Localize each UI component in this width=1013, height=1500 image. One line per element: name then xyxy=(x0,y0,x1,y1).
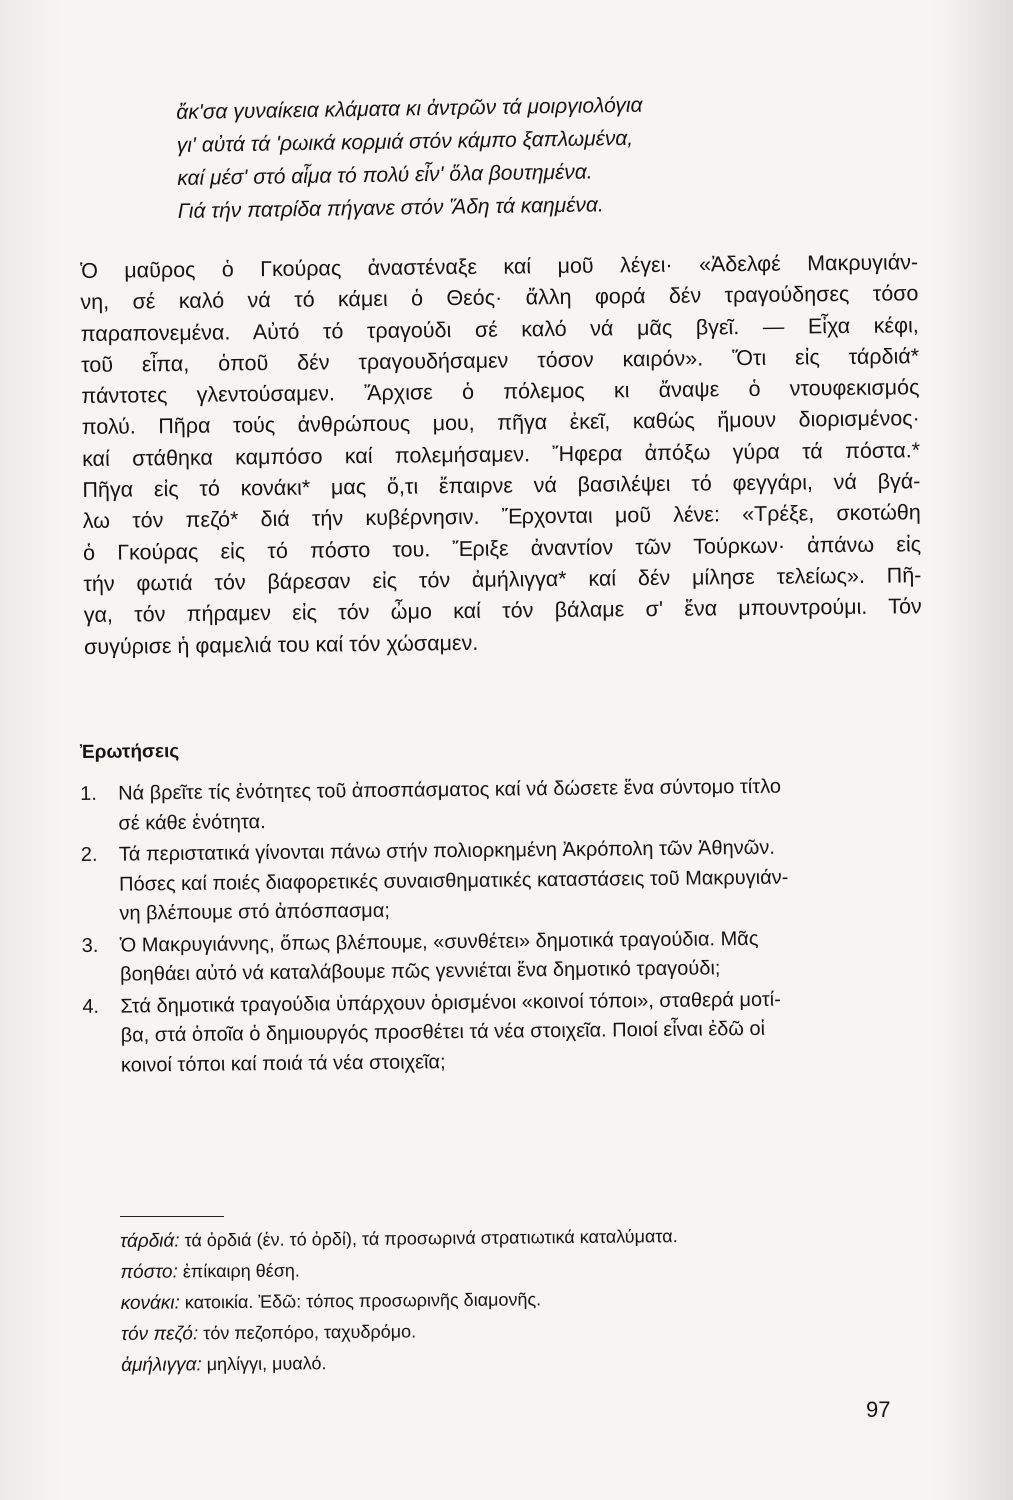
page-number: 97 xyxy=(866,1397,891,1422)
page-edge-shadow xyxy=(943,0,1013,1500)
question-line: Τά περιστατικά γίνονται πάνω στήν πολιορκημένη Ἀκρόπολη τῶν Ἀθηνῶν. xyxy=(118,836,775,866)
question-line: Στά δημοτικά τραγούδια ὑπάρχουν ὁρισμένοι «κοινοί τόποι», σταθερά μοτί- xyxy=(120,988,781,1018)
question-number: 1. xyxy=(80,782,97,805)
prose-line: συγύρισε ἡ φαμελιά του καί τόν χώσαμεν. xyxy=(83,630,479,659)
footnotes xyxy=(120,1219,901,1381)
question-line: σέ κάθε ἑνότητα. xyxy=(118,810,266,835)
footnote-term: τόν πεζό: xyxy=(120,1323,199,1345)
question-line: βοηθάει αὐτό νά καταλάβουμε πῶς γεννιέται ἕνα δημοτικό τραγούδι; xyxy=(119,957,721,986)
question-line: Νά βρεῖτε τίς ἑνότητες τοῦ ἀποσπάσματος καί νά δώσετε ἕνα σύντομο τίτλο xyxy=(118,775,782,805)
poem-block xyxy=(176,86,818,228)
question-number: 2. xyxy=(80,843,98,866)
footnote-term: πόστο: xyxy=(120,1261,178,1283)
poem-line: γι' αὐτά τά 'ρωικά κορμιά στόν κάμπο ξαπλωμένα, xyxy=(176,126,634,157)
footnote-definition: ἐπίκαιρη θέση. xyxy=(182,1260,300,1282)
footnote-divider xyxy=(120,1216,224,1217)
question-number: 4. xyxy=(82,995,100,1018)
question-line: Πόσες καί ποιές διαφορετικές συναισθηματικές καταστάσεις τοῦ Μακρυγιάν- xyxy=(118,866,789,896)
poem-line: Γιά τήν πατρίδα πήγανε στόν Ἅδη τά καημένα. xyxy=(177,193,604,223)
questions-list xyxy=(80,771,928,1083)
question-text xyxy=(119,832,927,929)
prose-line: πάντοτες γλεντούσαμεν. Ἄρχισε ὁ πόλεμος κι ἄναψε ὁ ντουφεκισμός xyxy=(81,375,920,409)
question-text xyxy=(120,923,928,990)
prose-line: τήν φωτιά τόν βάρεσαν εἰς τόν ἀμήλιγγα* καί δέν μίλησε τελείως». Πῆ- xyxy=(83,563,922,596)
footnote-term: κονάκι: xyxy=(120,1292,180,1314)
footnote-term: ἀμήλιγγα: xyxy=(121,1354,202,1376)
questions-heading: Ἐρωτήσεις xyxy=(80,740,180,763)
question-line: κοινοί τόποι καί ποιά τά νέα στοιχεῖα; xyxy=(120,1050,446,1077)
prose-line: καί στάθηκα καμπόσο καί πολεμήσαμεν. Ἤφερα ἀπόξω γύρα τά πόστα.* xyxy=(81,437,921,471)
question-item xyxy=(82,984,928,1081)
footnote xyxy=(121,1343,901,1381)
prose-line: παραπονεμένα. Αὐτό τό τραγούδι σέ καλό νά μᾶς βγεῖ. — Εἶχα κέφι, xyxy=(80,312,919,346)
footnote-definition: τά ὀρδιά (ἑν. τό ὀρδί), τά προσωρινά στρατιωτικά καταλύματα. xyxy=(184,1226,678,1251)
footnote-term: τάρδιά: xyxy=(120,1230,180,1252)
footnote-definition: τόν πεζοπόρο, ταχυδρόμο. xyxy=(203,1321,417,1344)
prose-line: Ὁ μαῦρος ὁ Γκούρας ἀναστέναξε καί μοῦ λέγει· «Ἀδελφέ Μακρυγιάν- xyxy=(80,250,919,283)
prose-line: λω τόν πεζό* διά τήν κυβέρνησιν. Ἔρχονται μοῦ λένε: «Τρέξε, σκοτώθη xyxy=(82,500,921,534)
question-item xyxy=(82,923,928,991)
question-line: Ὁ Μακρυγιάννης, ὅπως βλέπουμε, «συνθέτει» δημοτικά τραγούδια. Μᾶς xyxy=(119,927,759,957)
question-number: 3. xyxy=(81,934,99,957)
question-item xyxy=(80,771,926,839)
footnote-definition: κατοικία. Ἐδῶ: τόπος προσωρινῆς διαμονῆς. xyxy=(184,1289,542,1313)
prose-line: πολύ. Πῆρα τούς ἀνθρώπους μου, πῆγα ἐκεῖ, καθώς ἤμουν διορισμένος· xyxy=(81,406,920,440)
prose-line: τοῦ εἶπα, ὁποῦ δέν τραγουδήσαμεν τόσον καιρόν». Ὅτι εἰς τάρδιά* xyxy=(81,344,920,377)
poem-line: ἄκ'σα γυναίκεια κλάματα κι ἀντρῶν τά μοιργιολόγια xyxy=(176,93,643,124)
poem-line: καί μέσ' στό αἷμα τό πολύ εἶν' ὅλα βουτημένα. xyxy=(177,160,593,190)
question-text xyxy=(118,771,926,838)
prose-block xyxy=(80,247,924,663)
question-line: νη βλέπουμε στό ἀπόσπασμα; xyxy=(119,899,391,925)
prose-line: ὁ Γκούρας εἰς τό πόστο του. Ἔριξε ἀναντίον τῶν Τούρκων· ἀπάνω εἰς xyxy=(82,531,922,565)
prose-line: γα, τόν πήραμεν εἰς τόν ὦμο καί τόν βάλαμε σ' ἕνα μπουντρούμι. Τόν xyxy=(83,594,922,628)
footnote-definition: μηλίγγι, μυαλό. xyxy=(206,1353,327,1375)
question-text xyxy=(120,984,928,1081)
question-item xyxy=(81,832,927,929)
prose-line: νη, σέ καλό νά τό κάμει ὁ Θεός· ἄλλη φορά δέν τραγούδησες τόσο xyxy=(80,281,919,315)
question-line: βα, στά ὁποῖα ὁ δημιουργός προσθέτει τά νέα στοιχεῖα. Ποιοί εἶναι ἐδῶ οἱ xyxy=(120,1017,766,1047)
prose-line: Πῆγα εἰς τό κονάκι* μας ὅ,τι ἔπαιρνε νά βασιλέψει τό φεγγάρι, νά βγά- xyxy=(82,469,921,503)
